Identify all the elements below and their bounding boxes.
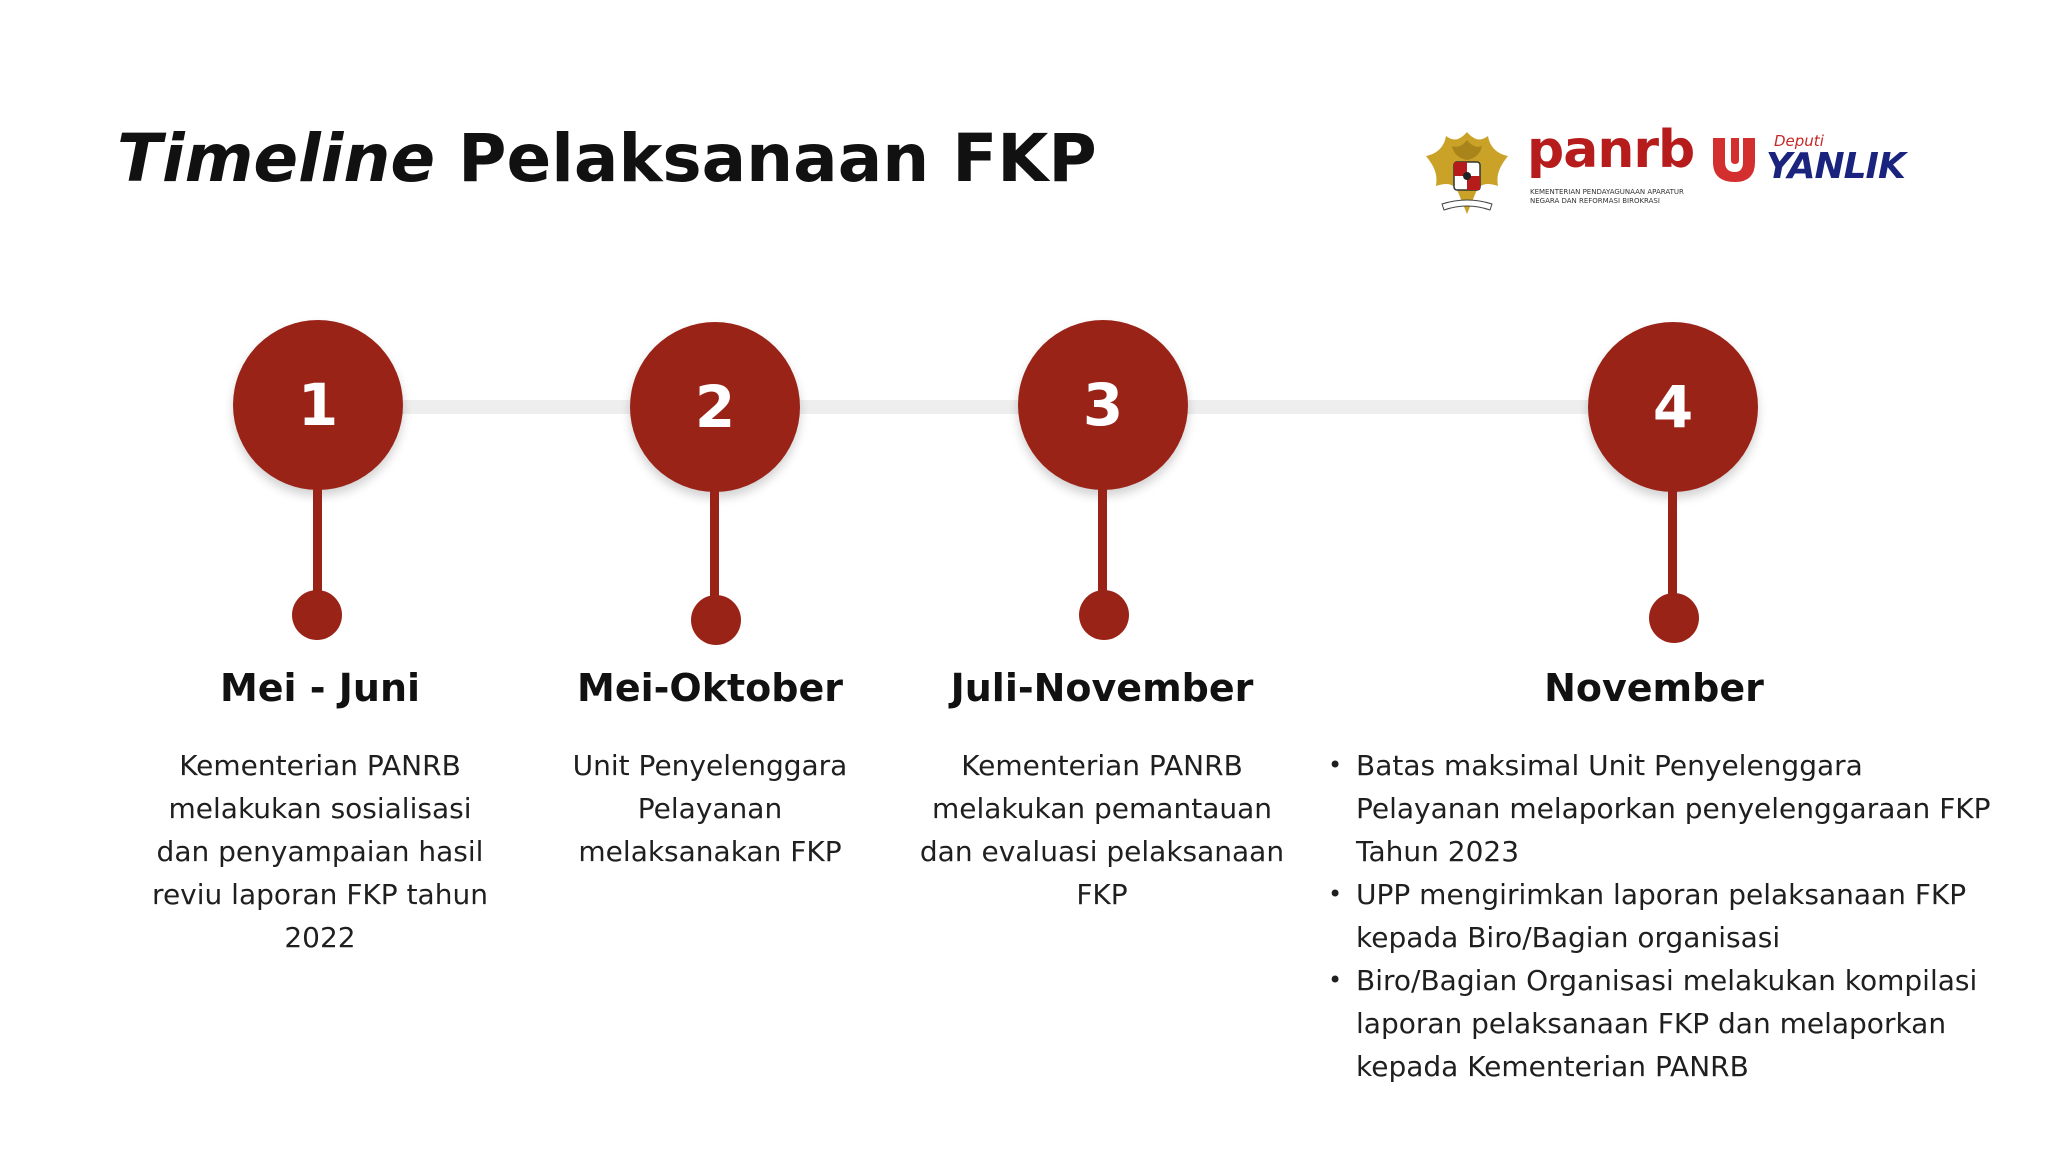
step-1-description: Kementerian PANRB melakukan sosialisasi dan penyampaian hasil reviu laporan FKP tahun 2022 [152, 749, 488, 954]
title-italic: Timeline [117, 120, 436, 197]
step-4-number: 4 [1652, 373, 1694, 441]
step-4-bullet-list [1328, 744, 2008, 1088]
step-4-circle [1588, 322, 1758, 492]
title-rest: Pelaksanaan FKP [435, 120, 1097, 197]
yanlik-logo-text: YANLIK [1766, 146, 1905, 187]
step-4-bullet-3: • Biro/Bagian Organisasi melakukan kompilasi laporan pelaksanaan FKP dan melaporkan kepada Kementerian PANRB [1328, 959, 2008, 1088]
step-4-stem [1668, 490, 1677, 610]
step-2-description: Unit Penyelenggara Pelayanan melaksanakan FKP [572, 749, 848, 868]
step-2-dot [691, 595, 741, 645]
step-2-period: Mei-Oktober [577, 666, 843, 710]
step-1-period: Mei - Juni [219, 666, 421, 710]
step-4-period: November [1544, 666, 1764, 710]
step-2-circle [630, 322, 800, 492]
step-1-dot [292, 590, 342, 640]
yanlik-prefix: Deputi [1774, 132, 1824, 150]
step-3-number: 3 [1082, 371, 1124, 439]
timeline-track [320, 400, 1610, 414]
yanlik-logo-icon [1709, 134, 1761, 184]
step-1-number: 1 [297, 371, 339, 439]
step-4-bullet-1: • Batas maksimal Unit Penyelenggara Pelayanan melaporkan penyelenggaraan FKP Tahun 2023 [1328, 744, 2008, 873]
step-3-period: Juli-November [950, 666, 1254, 710]
step-2-stem [710, 490, 719, 610]
page-title [117, 120, 1097, 197]
panrb-logo-text: panrb [1527, 120, 1695, 180]
panrb-logo-subtitle: KEMENTERIAN PENDAYAGUNAAN APARATUR NEGARA DAN REFORMASI BIROKRASI [1530, 188, 1684, 205]
step-3-description: Kementerian PANRB melakukan pemantauan dan evaluasi pelaksanaan FKP [919, 749, 1285, 911]
step-4-dot [1649, 593, 1699, 643]
garuda-emblem-icon [1424, 126, 1510, 218]
step-1-circle [233, 320, 403, 490]
step-4-bullet-2: • UPP mengirimkan laporan pelaksanaan FKP kepada Biro/Bagian organisasi [1328, 873, 2008, 959]
step-2-number: 2 [694, 373, 736, 441]
logo-block [1424, 120, 1924, 226]
step-3-circle [1018, 320, 1188, 490]
step-3-dot [1079, 590, 1129, 640]
